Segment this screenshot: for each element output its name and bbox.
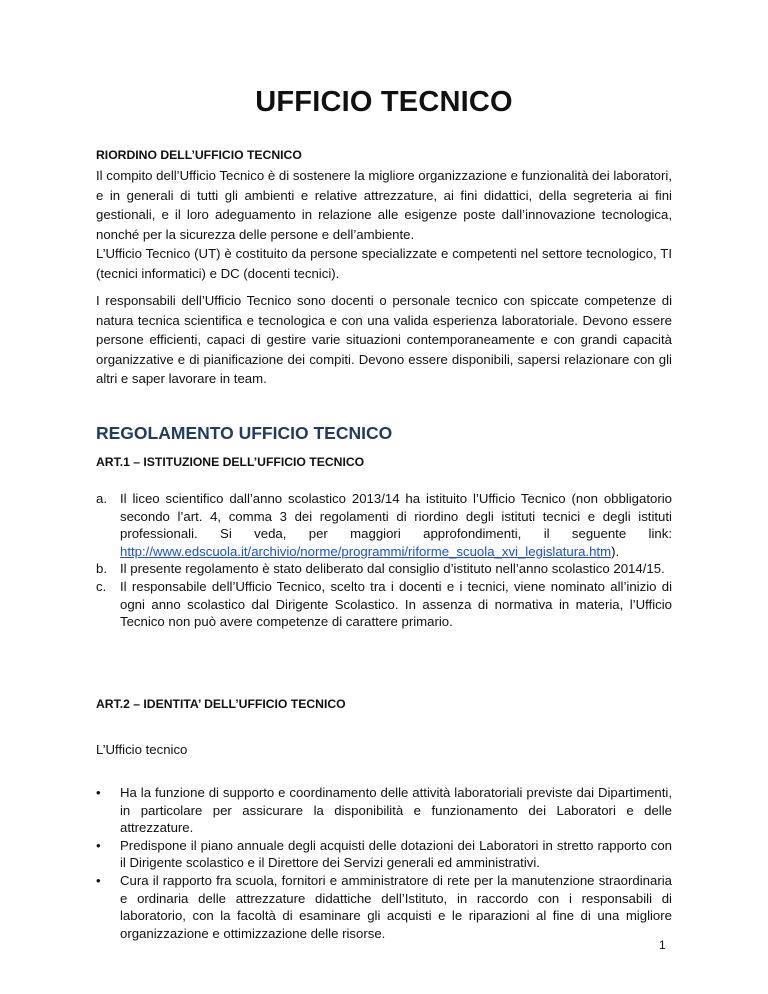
list-marker: b. (96, 561, 107, 577)
art1-item-a-after: ). (611, 543, 620, 559)
art1-heading: ART.1 – ISTITUZIONE DELL’UFFICIO TECNICO (96, 455, 365, 469)
art2-heading: ART.2 – IDENTITA’ DELL’UFFICIO TECNICO (96, 697, 346, 711)
art1-list (96, 490, 672, 631)
art1-item-c-text: Il responsabile dell’Ufficio Tecnico, scelto tra i docenti e i tecnici, viene nominato all’inizio di ogni anno scolastico dal Dirigente Scolastico. In assenza di normativa in materia, l’Ufficio Tecnico non può avere competenze di carattere primario. (120, 578, 672, 630)
bullet-icon: • (96, 785, 101, 800)
art1-item-a-text: Il liceo scientifico dall’anno scolastico 2013/14 ha istituito l’Ufficio Tecnico (non obbligatorio secondo l’art. 4, comma 3 dei regolamenti di riordino degli istituti tecnici e degli istituti professionali. Si veda, per maggiori approfondimenti, il seguente link: (120, 491, 672, 542)
riordino-heading: RIORDINO DELL’UFFICIO TECNICO (96, 148, 302, 162)
art1-item-b (96, 560, 672, 578)
regolamento-heading: REGOLAMENTO UFFICIO TECNICO (96, 423, 393, 443)
art2-item (96, 837, 672, 872)
art2-item-text: Ha la funzione di supporto e coordinamento delle attività laboratoriali previste dai Dipartimenti, in particolare per assicurare la disponibilità e funzionamento dei Laboratori e delle attrezzature. (120, 785, 672, 836)
document-title: UFFICIO TECNICO (255, 86, 513, 118)
art2-list (96, 784, 672, 942)
riordino-paragraph-2: L’Ufficio Tecnico (UT) è costituito da persone specializzate e competenti nel settore tecnologico, TI (tecnici informatici) e DC (docenti tecnici). (96, 246, 672, 281)
art2-item (96, 872, 672, 942)
art2-item (96, 784, 672, 837)
art2-item-text: Predispone il piano annuale degli acquisti delle dotazioni dei Laboratori in stretto rapporto con il Dirigente scolastico e il Direttore dei Servizi generali ed amministrativi. (120, 837, 672, 871)
page-number: 1 (659, 938, 666, 952)
art1-item-b-text: Il presente regolamento è stato deliberato dal consiglio d’istituto nell’anno scolastico 2014/15. (120, 561, 665, 577)
art1-item-c (96, 578, 672, 631)
riordino-paragraph-1: Il compito dell’Ufficio Tecnico è di sostenere la migliore organizzazione e funzionalità dei laboratori, e in generali di tutti gli ambienti e relative attrezzature, ai fini didattici, della segreteria ai fini gestionali, e il loro adeguamento in relazione alle esigenze poste dall’innovazione tecnologica, nonché per la sicurezza delle persone e dell’ambiente. (96, 168, 672, 242)
bullet-icon: • (96, 837, 101, 853)
list-marker: a. (96, 491, 107, 506)
edscuola-link[interactable]: http://www.edscuola.it/archivio/norme/programmi/riforme_scuola_xvi_legislatura.htm (120, 543, 612, 559)
bullet-icon: • (96, 872, 101, 888)
list-marker: c. (96, 578, 107, 594)
art2-intro: L’Ufficio tecnico (96, 742, 188, 757)
art2-item-text: Cura il rapporto fra scuola, fornitori e amministratore di rete per la manutenzione straordinaria e ordinaria delle attrezzature didattiche dell’Istituto, in raccordo con i responsabili di laboratorio, con la facoltà di esaminare gli acquisti e le riparazioni al fine di una migliore organizzazione e ottimizzazione delle risorse. (120, 872, 672, 941)
art1-item-a (96, 490, 672, 560)
riordino-paragraph-3: I responsabili dell’Ufficio Tecnico sono docenti o personale tecnico con spiccate competenze di natura tecnica scientifica e tecnologica e con una valida esperienza laboratoriale. Devono essere persone efficienti, capaci di gestire varie situazioni contemporaneamente e con grandi capacità organizzative e di pianificazione dei compiti. Devono essere disponibili, sapersi relazionare con gli altri e saper lavorare in team. (96, 293, 672, 386)
